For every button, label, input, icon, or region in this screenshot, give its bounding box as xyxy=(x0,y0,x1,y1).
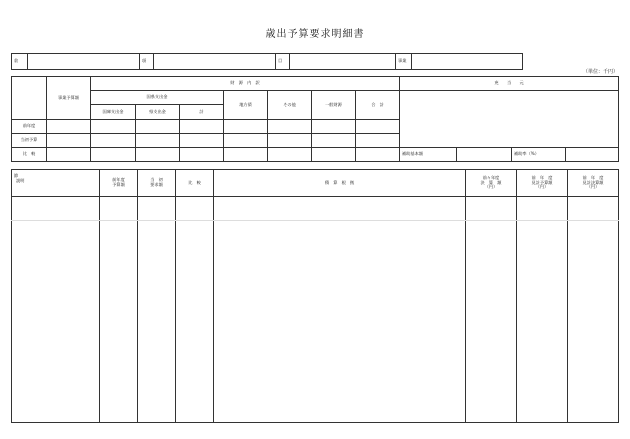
zenzen-kessan-header xyxy=(466,170,517,197)
setsu-setsumei-header xyxy=(12,170,100,197)
kou-label: 項 xyxy=(140,54,154,70)
header-line: （円） xyxy=(484,184,498,190)
detail-body-cell[interactable] xyxy=(466,221,517,423)
detail-body-cell[interactable] xyxy=(214,221,466,423)
header-line: 前年度 xyxy=(112,177,125,183)
header-line: 前々年度 xyxy=(482,174,500,180)
detail-row-cell[interactable] xyxy=(466,197,517,221)
cell[interactable] xyxy=(91,134,136,148)
detail-row-cell[interactable] xyxy=(176,197,214,221)
hikaku-header: 比 較 xyxy=(176,170,214,197)
zaigen-naiyaku-header: 財 源 内 訳 xyxy=(91,77,400,91)
kei-header: 計 xyxy=(180,105,224,120)
kokko-header: 国庫支出金 xyxy=(91,105,136,120)
cell[interactable] xyxy=(47,120,91,134)
zennendo-kessan-mikomi-header xyxy=(568,170,619,197)
hojoritsu-label: 補助率（%） xyxy=(512,148,566,162)
zennendo-yosan-header xyxy=(100,170,138,197)
detail-body-cell[interactable] xyxy=(138,221,176,423)
cell[interactable] xyxy=(91,120,136,134)
jigyo-value[interactable] xyxy=(412,54,523,70)
cell[interactable] xyxy=(224,134,268,148)
cell[interactable] xyxy=(268,134,312,148)
cell[interactable] xyxy=(180,134,224,148)
header-line: （円） xyxy=(535,184,549,190)
header-line: 予算額 xyxy=(112,182,125,187)
cell[interactable] xyxy=(312,134,356,148)
jigyo-yosangaku-header: 事業予算額 xyxy=(47,77,91,120)
header-line: 決 算 額 xyxy=(480,179,502,185)
header-line: （円） xyxy=(586,184,600,190)
chihousai-header: 地方債 xyxy=(224,91,268,120)
cell[interactable] xyxy=(312,120,356,134)
header-line: 要求額 xyxy=(150,182,163,187)
kan-label: 款 xyxy=(12,54,28,70)
setsumei-label: 説明 xyxy=(16,177,25,183)
cell[interactable] xyxy=(136,134,180,148)
cell[interactable] xyxy=(180,120,224,134)
cell[interactable] xyxy=(356,134,400,148)
detail-row-cell[interactable] xyxy=(517,197,568,221)
cell[interactable] xyxy=(356,148,400,162)
kan-value[interactable] xyxy=(28,54,140,70)
hojoritsu-value[interactable] xyxy=(566,148,619,162)
detail-body-cell[interactable] xyxy=(176,221,214,423)
cell[interactable] xyxy=(224,120,268,134)
hojo-kihongaku-value[interactable] xyxy=(457,148,512,162)
cell[interactable] xyxy=(136,148,180,162)
kuni-ken-header: 国県支出金 xyxy=(91,91,224,105)
detail-row-cell[interactable] xyxy=(568,197,619,221)
header-line: 見計決算額 xyxy=(582,179,604,185)
cell[interactable] xyxy=(136,120,180,134)
detail-body-cell[interactable] xyxy=(12,221,100,423)
juto-body[interactable] xyxy=(400,91,619,148)
juto-header: 充 当 元 xyxy=(400,77,619,91)
row-label-zennendo: 前年度 xyxy=(12,120,47,134)
header-line: 見計予算額 xyxy=(531,179,553,185)
kenshi-header: 県支出金 xyxy=(136,105,180,120)
detail-body-cell[interactable] xyxy=(517,221,568,423)
header-line: 前 年 度 xyxy=(582,174,604,180)
cell[interactable] xyxy=(91,148,136,162)
zennendo-mikomi-header xyxy=(517,170,568,197)
row-label-hikaku: 比 較 xyxy=(12,148,47,162)
cell[interactable] xyxy=(47,148,91,162)
kou-value[interactable] xyxy=(154,54,276,70)
cell[interactable] xyxy=(356,120,400,134)
cell[interactable] xyxy=(312,148,356,162)
cell[interactable] xyxy=(180,148,224,162)
document-title: 歳出予算要求明細書 xyxy=(265,29,365,40)
detail-body-cell[interactable] xyxy=(100,221,138,423)
unit-label: （単位：千円） xyxy=(582,69,618,75)
detail-row-cell[interactable] xyxy=(100,197,138,221)
cell[interactable] xyxy=(47,134,91,148)
upper-corner-cell xyxy=(12,77,47,120)
detail-row-cell[interactable] xyxy=(12,197,100,221)
sonota-header: その他 xyxy=(268,91,312,120)
ippan-header: 一般財源 xyxy=(312,91,356,120)
cell[interactable] xyxy=(224,148,268,162)
moku-label: 目 xyxy=(276,54,290,70)
goukei-header: 合 計 xyxy=(356,91,400,120)
setsu-label: 節 xyxy=(14,173,19,178)
tousho-yokyu-header xyxy=(138,170,176,197)
cell[interactable] xyxy=(268,120,312,134)
hojo-kihongaku-label: 補助基本額 xyxy=(400,148,457,162)
detail-row-cell[interactable] xyxy=(214,197,466,221)
detail-body-cell[interactable] xyxy=(568,221,619,423)
header-row-table xyxy=(11,53,523,70)
jigyo-label: 事業 xyxy=(396,54,412,70)
financial-summary-table xyxy=(11,76,619,162)
detail-row-cell[interactable] xyxy=(138,197,176,221)
header-line: 前 年 度 xyxy=(531,174,553,180)
cell[interactable] xyxy=(268,148,312,162)
row-label-tousho: 当初予算 xyxy=(12,134,47,148)
detail-table xyxy=(11,169,619,423)
sekisan-header: 積 算 根 拠 xyxy=(214,170,466,197)
moku-value[interactable] xyxy=(290,54,396,70)
header-line: 当 初 xyxy=(150,177,163,183)
